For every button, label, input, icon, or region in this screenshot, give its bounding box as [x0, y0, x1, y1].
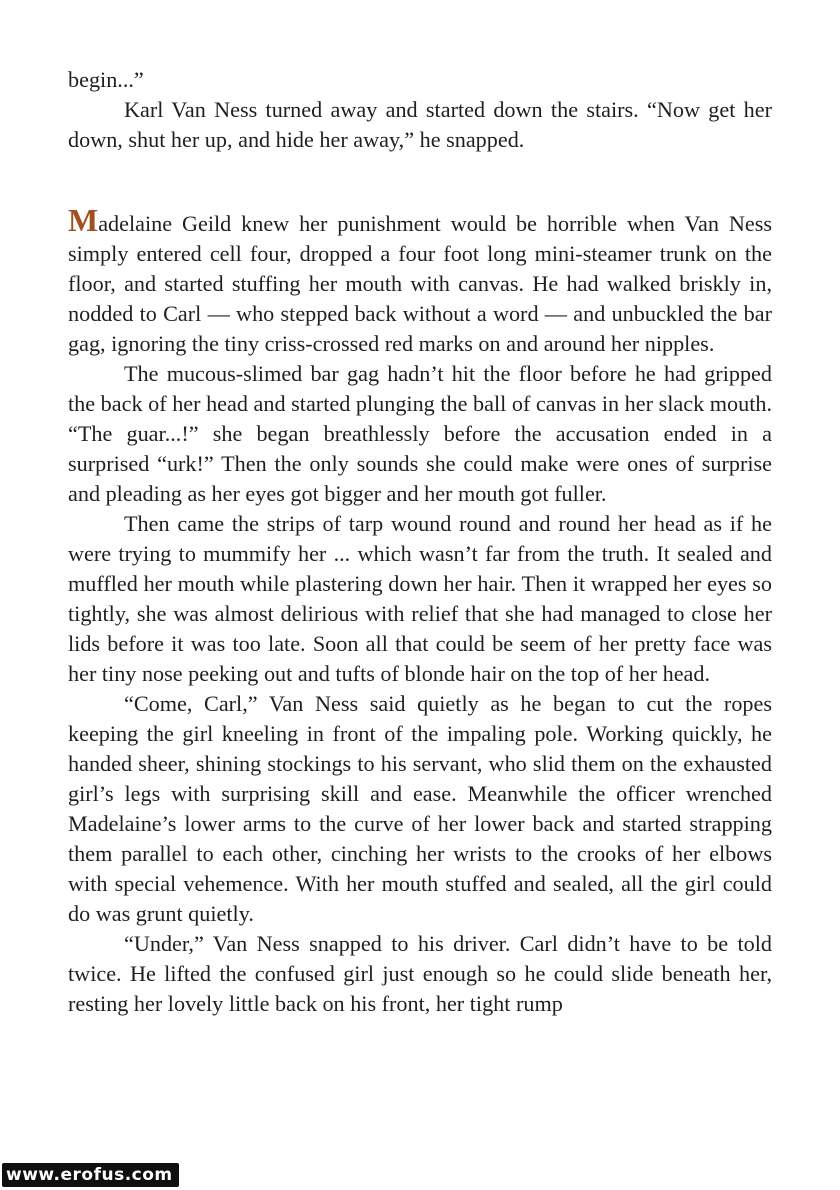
paragraph-continuation: begin...” [68, 67, 144, 92]
opening-paragraph-text: adelaine Geild knew her punishment would be horrible when Van Ness simply entered cell four, dropped a four foot long mini-steamer trunk on the floor, and started stuffing her mouth with canvas. He had walked briskly in, nodded to Carl — who stepped back without a word — and unbuckled the bar gag, ignoring the tiny criss-crossed red marks on and around her nipples. [68, 211, 772, 356]
chapter-text-block [68, 202, 772, 1019]
top-text-block [68, 65, 772, 155]
paragraph: The mucous-slimed bar gag hadn’t hit the floor before he had gripped the back of her head and started plunging the ball of canvas in her slack mouth. “The guar...!” she began breathlessly before the accusation ended in a surprised “urk!” Then the only sounds she could make were ones of surprise and pleading as her eyes got bigger and her mouth got fuller. [68, 361, 772, 506]
site-watermark: www.erofus.com [2, 1163, 179, 1187]
drop-cap-initial: M [68, 202, 99, 238]
paragraph: Karl Van Ness turned away and started down the stairs. “Now get her down, shut her up, and hide her away,” he snapped. [68, 97, 772, 152]
chapter-opening-paragraph [68, 202, 772, 359]
paragraph: Then came the strips of tarp wound round and round her head as if he were trying to mummify her ... which wasn’t far from the truth. It sealed and muffled her mouth while plastering down her hair. Then it wrapped her eyes so tightly, she was almost delirious with relief that she had managed to close her lids before it was too late. Soon all that could be seem of her pretty face was her tiny nose peeking out and tufts of blonde hair on the top of her head. [68, 511, 772, 686]
paragraph: “Under,” Van Ness snapped to his driver. Carl didn’t have to be told twice. He lifted the confused girl just enough so he could slide beneath her, resting her lovely little back on his front, her tight rump [68, 931, 772, 1016]
paragraph: “Come, Carl,” Van Ness said quietly as he began to cut the ropes keeping the girl kneeling in front of the impaling pole. Working quickly, he handed sheer, shining stockings to his servant, who slid them on the exhausted girl’s legs with surprising skill and ease. Meanwhile the officer wrenched Madelaine’s lower arms to the curve of her lower back and started strapping them parallel to each other, cinching her wrists to the crooks of her elbows with special vehemence. With her mouth stuffed and sealed, all the girl could do was grunt quietly. [68, 691, 772, 926]
